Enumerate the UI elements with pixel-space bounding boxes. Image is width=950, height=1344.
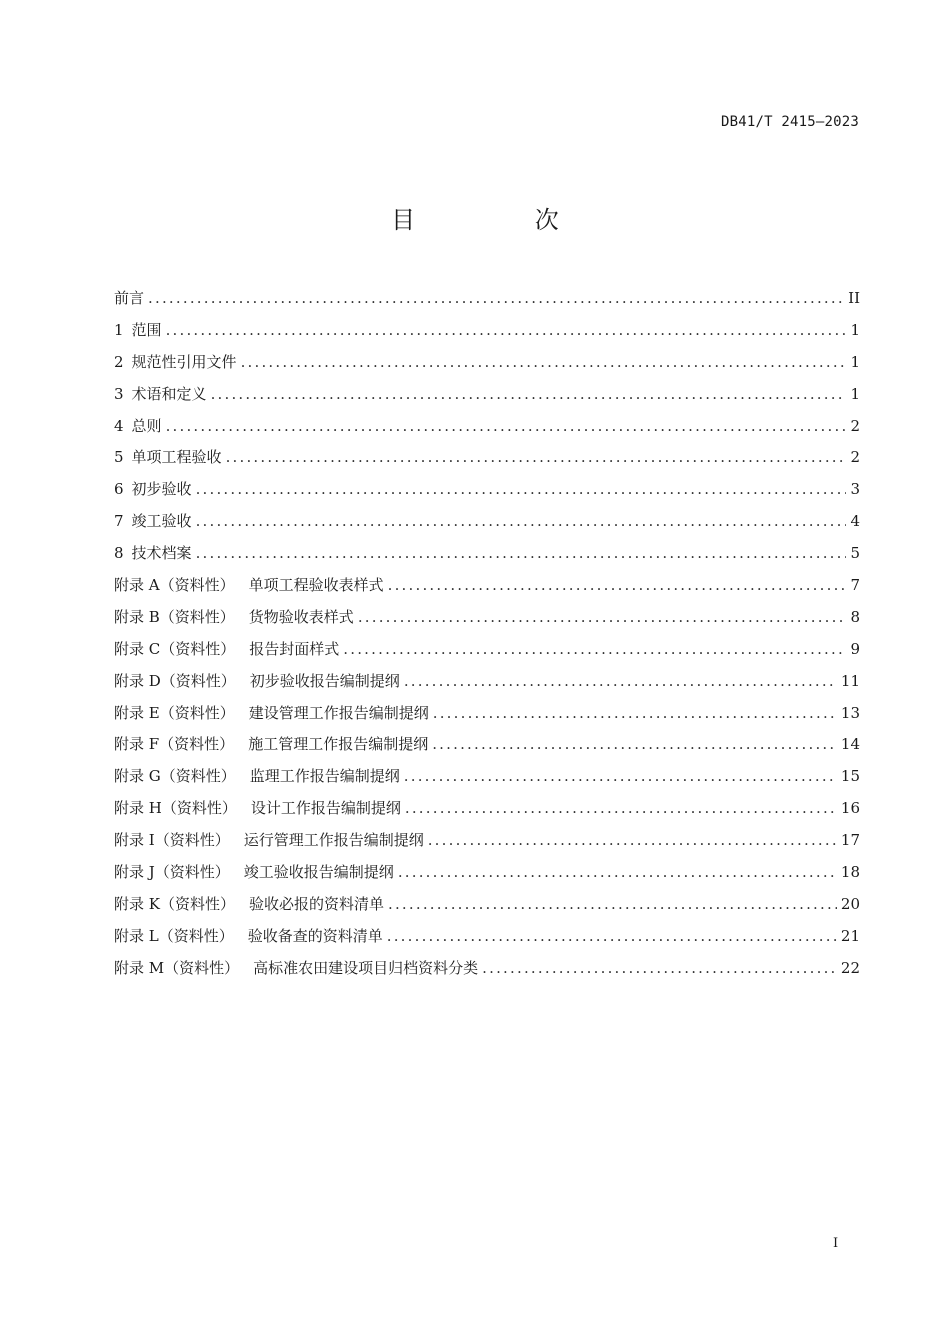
- toc-entry-appendix-label: 附录 H（资料性）: [114, 799, 237, 818]
- toc-entry-number: 5: [114, 448, 124, 467]
- toc-entry-page: 14: [840, 735, 860, 754]
- toc-dot-leader: [404, 761, 837, 793]
- toc-entry-number: 2: [114, 352, 124, 371]
- toc-entry-page: 22: [840, 958, 860, 977]
- toc-entry[interactable]: [114, 857, 860, 889]
- toc-entry[interactable]: [114, 825, 860, 857]
- toc-entry-number: 3: [114, 384, 124, 403]
- toc-dot-leader: [166, 411, 847, 443]
- toc-entry-title: 单项工程验收: [131, 448, 222, 467]
- toc-entry-number: 8: [114, 544, 124, 563]
- toc-entry[interactable]: [114, 283, 860, 315]
- toc-entry-appendix-label: 附录 B（资料性）: [114, 607, 235, 626]
- toc-entry-page: 20: [840, 894, 860, 913]
- toc-entry-page: 15: [840, 767, 860, 786]
- toc-dot-leader: [432, 729, 837, 761]
- toc-entry[interactable]: [114, 442, 860, 474]
- toc-entry-page: 17: [840, 831, 860, 850]
- toc-dot-leader: [433, 698, 837, 730]
- toc-entry-page: 2: [850, 448, 860, 467]
- toc-entry[interactable]: [114, 761, 860, 793]
- toc-entry-page: 7: [850, 576, 860, 595]
- toc-dot-leader: [211, 379, 847, 411]
- toc-entry-title: 施工管理工作报告编制提纲: [248, 735, 429, 754]
- toc-entry-appendix-label: 附录 M（资料性）: [114, 958, 240, 977]
- toc-entry-appendix-label: 附录 G（资料性）: [114, 767, 236, 786]
- toc-entry-page: 3: [850, 480, 860, 499]
- toc-dot-leader: [387, 921, 837, 953]
- toc-entry[interactable]: [114, 570, 860, 602]
- toc-entry-page: 1: [850, 320, 860, 339]
- toc-entry[interactable]: [114, 506, 860, 538]
- toc-entry[interactable]: [114, 379, 860, 411]
- toc-entry-title: 设计工作报告编制提纲: [250, 799, 401, 818]
- toc-entry[interactable]: [114, 953, 860, 985]
- toc-entry-appendix-label: 附录 K（资料性）: [114, 894, 235, 913]
- toc-entry[interactable]: [114, 634, 860, 666]
- toc-entry-page: 1: [850, 384, 860, 403]
- page-number: I: [833, 1236, 839, 1251]
- toc-entry-appendix-label: 附录 A（资料性）: [114, 576, 235, 595]
- toc-entry-number: 7: [114, 512, 124, 531]
- toc-entry[interactable]: [114, 411, 860, 443]
- toc-entry[interactable]: [114, 889, 860, 921]
- toc-entry[interactable]: [114, 538, 860, 570]
- toc-entry-title: 验收备查的资料清单: [247, 926, 383, 945]
- toc-entry-number: 6: [114, 480, 124, 499]
- toc-entry-title: 报告封面样式: [249, 639, 340, 658]
- toc-entry-page: 9: [850, 639, 860, 658]
- table-of-contents: [114, 283, 860, 985]
- toc-dot-leader: [241, 347, 847, 379]
- toc-entry-number: 4: [114, 416, 124, 435]
- toc-entry[interactable]: [114, 602, 860, 634]
- toc-entry-title: 规范性引用文件: [131, 352, 237, 371]
- toc-entry-title: 技术档案: [131, 544, 192, 563]
- toc-dot-leader: [405, 793, 837, 825]
- toc-dot-leader: [404, 666, 837, 698]
- toc-entry[interactable]: [114, 729, 860, 761]
- toc-entry[interactable]: [114, 666, 860, 698]
- toc-title: 目 次: [391, 206, 615, 234]
- toc-entry-title: 术语和定义: [131, 384, 207, 403]
- toc-entry-page: 21: [840, 926, 860, 945]
- toc-dot-leader: [343, 634, 846, 666]
- toc-dot-leader: [196, 506, 847, 538]
- toc-entry-appendix-label: 附录 J（资料性）: [114, 863, 230, 882]
- toc-entry-title: 货物验收表样式: [248, 607, 354, 626]
- toc-entry-page: 8: [850, 607, 860, 626]
- toc-dot-leader: [388, 889, 837, 921]
- toc-dot-leader: [358, 602, 847, 634]
- toc-entry[interactable]: [114, 698, 860, 730]
- toc-dot-leader: [148, 283, 844, 315]
- toc-dot-leader: [388, 570, 847, 602]
- toc-entry-title: 初步验收: [131, 480, 192, 499]
- toc-entry[interactable]: [114, 474, 860, 506]
- toc-entry-title: 建设管理工作报告编制提纲: [248, 703, 429, 722]
- toc-entry[interactable]: [114, 315, 860, 347]
- toc-entry-page: 18: [840, 863, 860, 882]
- toc-dot-leader: [428, 825, 837, 857]
- toc-dot-leader: [196, 474, 847, 506]
- toc-entry-title: 高标准农田建设项目归档资料分类: [253, 958, 479, 977]
- toc-entry-page: 11: [840, 671, 860, 690]
- toc-entry[interactable]: [114, 347, 860, 379]
- toc-entry-appendix-label: 附录 I（资料性）: [114, 831, 230, 850]
- toc-entry-title: 竣工验收报告编制提纲: [243, 863, 394, 882]
- toc-entry-page: 5: [850, 544, 860, 563]
- toc-entry-page: 16: [840, 799, 860, 818]
- toc-entry-appendix-label: 附录 D（资料性）: [114, 671, 236, 690]
- toc-entry-page: 4: [850, 512, 860, 531]
- toc-dot-leader: [166, 315, 847, 347]
- toc-entry-page: 2: [850, 416, 860, 435]
- toc-entry-title: 监理工作报告编制提纲: [249, 767, 400, 786]
- toc-entry-title: 竣工验收: [131, 512, 192, 531]
- toc-dot-leader: [482, 953, 837, 985]
- toc-entry[interactable]: [114, 793, 860, 825]
- toc-entry-number: 1: [114, 320, 124, 339]
- toc-dot-leader: [226, 442, 847, 474]
- document-code: DB41/T 2415—2023: [720, 114, 859, 130]
- toc-entry-appendix-label: 附录 E（资料性）: [114, 703, 235, 722]
- toc-entry-title: 前言: [114, 289, 145, 307]
- toc-entry-title: 运行管理工作报告编制提纲: [243, 831, 424, 850]
- toc-entry-page: II: [848, 289, 860, 307]
- toc-entry-title: 范围: [131, 320, 162, 339]
- toc-entry-page: 1: [850, 352, 860, 371]
- toc-entry-appendix-label: 附录 L（资料性）: [114, 926, 234, 945]
- toc-entry-appendix-label: 附录 F（资料性）: [114, 735, 235, 754]
- toc-entry[interactable]: [114, 921, 860, 953]
- toc-entry-title: 总则: [131, 416, 162, 435]
- toc-entry-title: 初步验收报告编制提纲: [249, 671, 400, 690]
- toc-entry-title: 单项工程验收表样式: [248, 576, 384, 595]
- toc-entry-title: 验收必报的资料清单: [248, 894, 384, 913]
- toc-entry-page: 13: [840, 703, 860, 722]
- toc-entry-appendix-label: 附录 C（资料性）: [114, 639, 236, 658]
- toc-dot-leader: [398, 857, 837, 889]
- toc-dot-leader: [196, 538, 847, 570]
